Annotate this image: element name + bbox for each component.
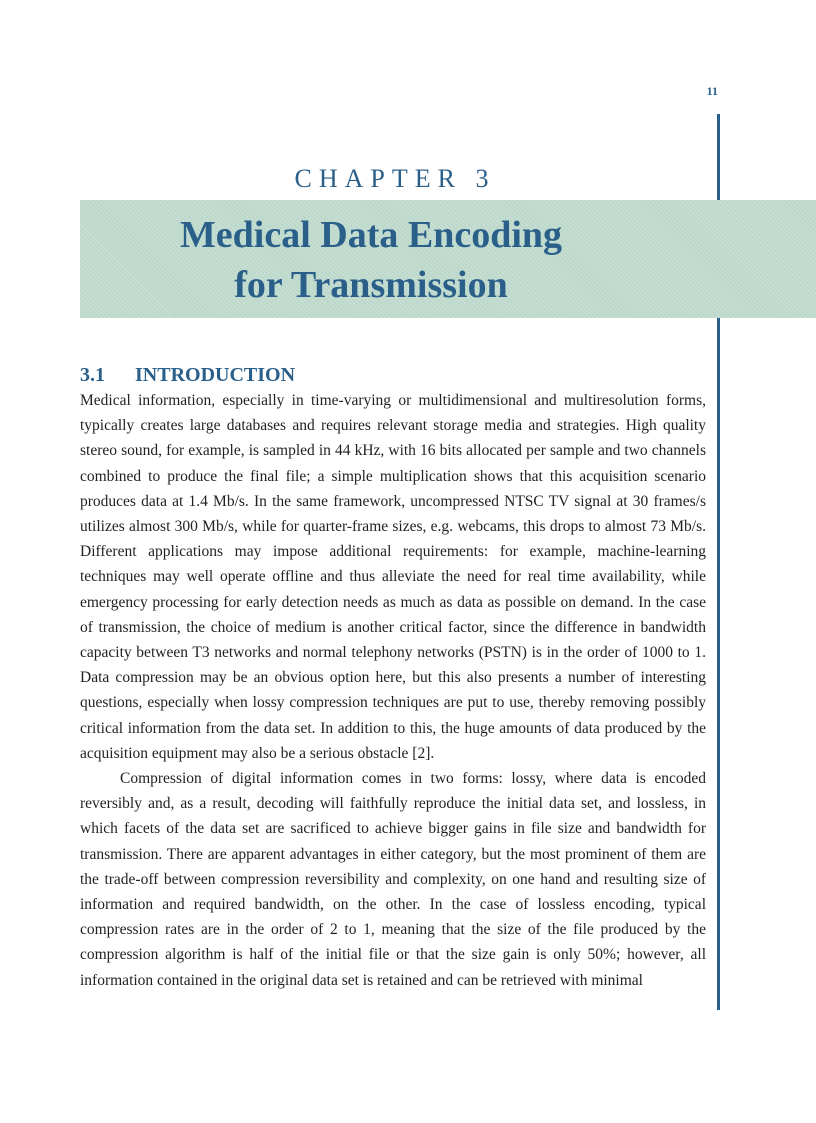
section-number: 3.1 <box>80 364 105 386</box>
paragraph-2: Compression of digital information comes in two forms: lossy, where data is encoded reversibly and, as a result, decoding will faithfully reproduce the initial data set, and lossless, in which facets of the data set are sacrificed to achieve bigger gains in file size and bandwidth for transmission. There are apparent advantages in either category, but the most prominent of them are the trade-off between compression reversibility and complexity, on one hand and resulting size of information and required bandwidth, on the other. In the case of lossless encoding, typical compression rates are in the order of 2 to 1, meaning that the size of the file produced by the compression algorithm is half of the initial file or that the size gain is only 50%; however, all information contained in the original data set is retained and can be retrieved with minimal <box>80 770 706 989</box>
chapter-title-line-2: for Transmission <box>234 264 508 306</box>
section-heading <box>80 364 295 387</box>
page-number: 11 <box>706 84 718 98</box>
margin-rule-bottom <box>717 318 720 1010</box>
chapter-label: CHAPTER 3 <box>294 164 496 193</box>
chapter-title-line-1: Medical Data Encoding <box>179 214 563 256</box>
body-text <box>80 388 706 993</box>
section-title: INTRODUCTION <box>135 364 296 386</box>
chapter-title <box>80 210 662 310</box>
paragraph-1: Medical information, especially in time-varying or multidimensional and multiresolution forms, typically creates large databases and requires relevant storage media and strategies. High quality stereo sound, for example, is sampled in 44 kHz, with 16 bits allocated per sample and two channels combined to produce the final file; a simple multiplication shows that this acquisition scenario produces data at 1.4 Mb/s. In the same framework, uncompressed NTSC TV signal at 30 frames/s utilizes almost 300 Mb/s, while for quarter-frame sizes, e.g. webcams, this drops to almost 73 Mb/s. Different applications may impose additional requirements: for example, machine-learning techniques may well operate offline and thus alleviate the need for real time availability, while emergency processing for early detection needs as much as data as possible on demand. In the case of transmission, the choice of medium is another critical factor, since the difference in bandwidth capacity between T3 networks and normal telephony networks (PSTN) is in the order of 1000 to 1. Data compression may be an obvious option here, but this also presents a number of interesting questions, especially when lossy compression techniques are put to use, thereby removing possibly critical information from the data set. In addition to this, the huge amounts of data produced by the acquisition equipment may also be a serious obstacle [2]. <box>80 392 706 762</box>
